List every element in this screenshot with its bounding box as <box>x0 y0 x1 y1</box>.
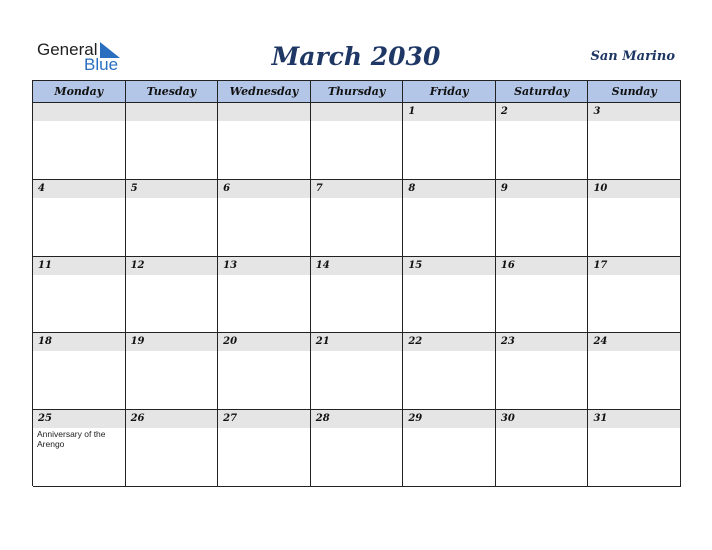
day-cell[interactable] <box>496 257 589 334</box>
week-row <box>33 103 681 180</box>
day-cell[interactable] <box>33 333 126 410</box>
day-number: 16 <box>496 257 588 275</box>
week-row <box>33 180 681 257</box>
day-cell[interactable] <box>496 410 589 487</box>
day-number: 31 <box>588 410 680 428</box>
day-cell[interactable] <box>126 257 219 334</box>
day-number: 18 <box>33 333 125 351</box>
day-cell[interactable] <box>403 103 496 180</box>
day-number: 15 <box>403 257 495 275</box>
day-number: 19 <box>126 333 218 351</box>
day-cell[interactable] <box>496 180 589 257</box>
day-number: 17 <box>588 257 680 275</box>
logo-text-blue: Blue <box>84 55 119 74</box>
day-number: 3 <box>588 103 680 121</box>
weekday-friday: Friday <box>403 81 496 103</box>
week-row <box>33 333 681 410</box>
day-cell[interactable] <box>126 180 219 257</box>
day-number: 24 <box>588 333 680 351</box>
day-number: 10 <box>588 180 680 198</box>
day-cell[interactable] <box>218 333 311 410</box>
logo-text-general: General <box>37 40 98 59</box>
weekday-monday: Monday <box>33 81 126 103</box>
day-number: 4 <box>33 180 125 198</box>
weekday-wednesday: Wednesday <box>218 81 311 103</box>
day-number: 21 <box>311 333 403 351</box>
day-cell[interactable] <box>311 333 404 410</box>
day-number: 30 <box>496 410 588 428</box>
day-number <box>33 103 125 121</box>
day-number: 28 <box>311 410 403 428</box>
day-cell[interactable] <box>311 180 404 257</box>
day-cell[interactable] <box>218 180 311 257</box>
day-cell[interactable] <box>33 180 126 257</box>
day-cell[interactable] <box>403 180 496 257</box>
day-number: 11 <box>33 257 125 275</box>
day-cell[interactable] <box>588 103 681 180</box>
day-cell[interactable] <box>126 333 219 410</box>
day-cell[interactable] <box>311 257 404 334</box>
holiday-note: Anniversary of the Arengo <box>37 429 106 450</box>
day-number: 20 <box>218 333 310 351</box>
day-cell[interactable] <box>33 410 126 487</box>
day-cell[interactable] <box>218 257 311 334</box>
day-number <box>126 103 218 121</box>
day-cell[interactable] <box>218 103 311 180</box>
weekday-header <box>33 81 681 103</box>
day-number: 27 <box>218 410 310 428</box>
day-number: 13 <box>218 257 310 275</box>
day-number: 8 <box>403 180 495 198</box>
weeks-container <box>33 103 681 487</box>
day-cell[interactable] <box>126 103 219 180</box>
day-cell[interactable] <box>496 333 589 410</box>
day-cell[interactable] <box>33 103 126 180</box>
weekday-tuesday: Tuesday <box>126 81 219 103</box>
day-cell[interactable] <box>403 410 496 487</box>
day-cell[interactable] <box>126 410 219 487</box>
day-number <box>218 103 310 121</box>
day-number: 23 <box>496 333 588 351</box>
day-cell[interactable] <box>33 257 126 334</box>
day-number: 14 <box>311 257 403 275</box>
day-number: 6 <box>218 180 310 198</box>
day-number: 25 <box>33 410 125 428</box>
day-cell[interactable] <box>496 103 589 180</box>
day-number: 7 <box>311 180 403 198</box>
calendar-title: March 2030 <box>271 42 441 71</box>
day-cell[interactable] <box>311 103 404 180</box>
day-number <box>311 103 403 121</box>
day-cell[interactable] <box>218 410 311 487</box>
day-number: 12 <box>126 257 218 275</box>
weekday-thursday: Thursday <box>311 81 404 103</box>
weekday-saturday: Saturday <box>496 81 589 103</box>
week-row <box>33 410 681 487</box>
day-cell[interactable] <box>403 333 496 410</box>
day-cell[interactable] <box>588 333 681 410</box>
weekday-sunday: Sunday <box>588 81 681 103</box>
day-cell[interactable] <box>403 257 496 334</box>
day-number: 1 <box>403 103 495 121</box>
day-number: 2 <box>496 103 588 121</box>
calendar-grid <box>32 80 681 486</box>
day-cell[interactable] <box>588 410 681 487</box>
generalblue-logo <box>37 40 137 74</box>
day-number: 26 <box>126 410 218 428</box>
week-row <box>33 257 681 334</box>
day-number: 9 <box>496 180 588 198</box>
day-number: 5 <box>126 180 218 198</box>
day-cell[interactable] <box>588 257 681 334</box>
country-label: San Marino <box>590 49 675 64</box>
day-number: 29 <box>403 410 495 428</box>
day-cell[interactable] <box>588 180 681 257</box>
day-cell[interactable] <box>311 410 404 487</box>
day-number: 22 <box>403 333 495 351</box>
